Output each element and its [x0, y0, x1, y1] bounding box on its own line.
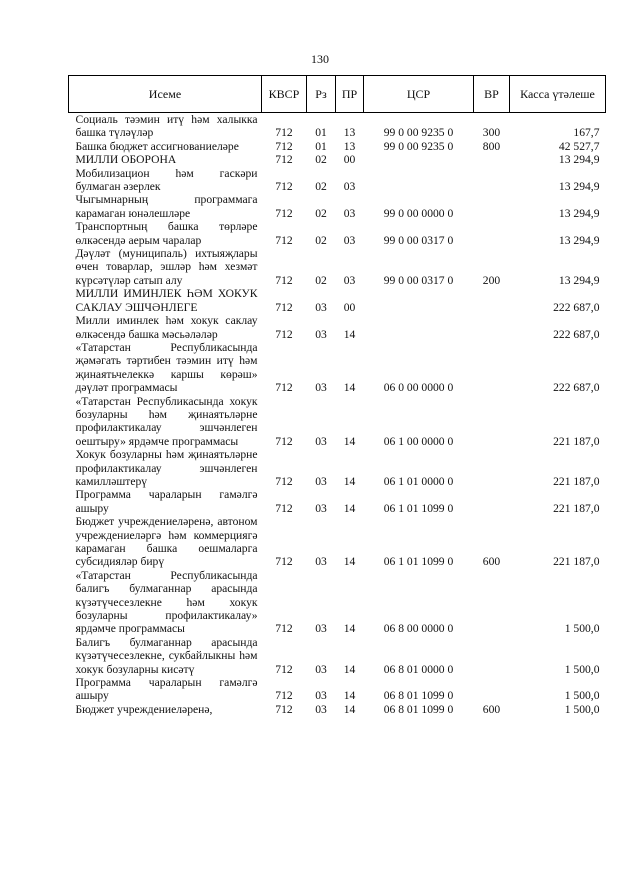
- row-amount: 1 500,0: [564, 689, 600, 703]
- row-kvsr: 712: [275, 662, 293, 676]
- row-pr: 03: [343, 273, 356, 287]
- row-amount: 167,7: [573, 126, 600, 140]
- row-pr: 14: [343, 702, 356, 716]
- row-csr: 06 1 01 0000 0: [383, 474, 454, 488]
- column-header-vr: ВР: [474, 76, 510, 113]
- row-amount: 42 527,7: [558, 139, 600, 153]
- row-kvsr: 712: [275, 474, 293, 488]
- row-kvsr: 712: [275, 206, 293, 220]
- row-amount: 1 500,0: [564, 702, 600, 716]
- row-rz: 02: [315, 273, 327, 287]
- row-rz: 02: [315, 233, 327, 247]
- row-pr: 14: [343, 501, 356, 515]
- row-name: МИЛЛИ ОБОРОНА: [75, 153, 177, 167]
- row-csr: 06 1 01 1099 0: [383, 501, 454, 515]
- row-vr: [474, 220, 510, 247]
- table-row: [69, 488, 606, 515]
- row-vr: [474, 676, 510, 703]
- row-name: Милли иминлек һәм хокук саклау өлкәсендә башка мәсьәләләр: [75, 314, 258, 341]
- row-csr: [364, 167, 474, 194]
- row-kvsr: 712: [275, 300, 293, 314]
- row-name: Бюджет учреждениеләренә, автоном учреждениеләргә һәм коммерциягә карамаган башка оешмаларга субсидияләр бирү: [75, 515, 258, 569]
- row-rz: 03: [315, 501, 327, 515]
- row-csr: 06 8 01 1099 0: [383, 689, 454, 703]
- row-amount: 221 187,0: [553, 474, 600, 488]
- row-kvsr: 712: [275, 622, 293, 636]
- row-name: Мобилизацион һәм гаскәри булмаган әзерлек: [75, 166, 258, 194]
- row-pr: 14: [343, 381, 356, 395]
- row-vr: [474, 636, 510, 676]
- row-pr: 13: [343, 139, 356, 153]
- row-kvsr: 712: [275, 233, 293, 247]
- column-header-kvsr: КВСР: [262, 76, 307, 113]
- row-name: Транспортның башка төрләре өлкәсендә аерым чаралар: [75, 220, 258, 247]
- row-name: Дәүләт (муниципаль) ихтыяҗлары өчен товарлар, эшләр һәм хезмәт күрсәтүләр сатып алу: [75, 247, 258, 287]
- row-kvsr: 712: [275, 180, 293, 194]
- row-name: Хокук бозуларны һәм җинаятьләрне профилактикалау эшчәнлеген камилләштерү: [75, 448, 258, 488]
- row-kvsr: 712: [275, 327, 293, 341]
- row-name: МИЛЛИ ИМИНЛЕК ҺӘМ ХОКУК САКЛАУ ЭШЧӘНЛЕГЕ: [75, 287, 258, 314]
- row-rz: 03: [315, 662, 327, 676]
- row-amount: 13 294,9: [558, 180, 600, 194]
- row-name: Балигъ булмаганнар арасында күзәтүчесезлекне, сукбайлыкны һәм хокук бозуларны кисәтү: [75, 635, 258, 676]
- row-name: Башка бюджет ассигнованиеләре: [75, 139, 239, 153]
- table-row: [69, 448, 606, 488]
- column-header-name: Исеме: [69, 76, 262, 113]
- row-pr: 13: [343, 126, 356, 140]
- row-amount: 13 294,9: [558, 273, 600, 287]
- row-csr: 99 0 00 0000 0: [383, 206, 454, 220]
- row-vr: [474, 448, 510, 488]
- table-row: [69, 636, 606, 676]
- row-vr: [474, 569, 510, 636]
- table-row: [69, 193, 606, 220]
- row-pr: 14: [343, 474, 356, 488]
- row-kvsr: 712: [275, 139, 293, 153]
- row-kvsr: 712: [275, 555, 293, 569]
- row-amount: 221 187,0: [553, 555, 600, 569]
- row-pr: 03: [343, 233, 356, 247]
- page-number: 130: [311, 52, 329, 66]
- row-name: «Татарстан Республикасында җәмәгать тәртибен тәэмин итү һәм җинаятьчелеккә каршы көрәш» дәүләт программасы: [75, 340, 258, 395]
- row-kvsr: 712: [275, 689, 293, 703]
- row-name: «Татарстан Республикасында балигъ булмаганнар арасында күзәтүчесезлекне һәм хокук бозуларны профилактикалау» ярдәмче программасы: [75, 568, 258, 636]
- row-name: Чыгымнарның программага карамаган юнәлешләре: [75, 193, 258, 220]
- column-header-csr: ЦСР: [364, 76, 474, 113]
- row-amount: 13 294,9: [558, 153, 600, 167]
- row-vr: [474, 341, 510, 395]
- table-row: [69, 341, 606, 395]
- row-pr: 14: [343, 622, 356, 636]
- table-row: [69, 703, 606, 716]
- row-vr: [474, 153, 510, 166]
- row-csr: 06 0 00 0000 0: [383, 381, 454, 395]
- table-row: [69, 569, 606, 636]
- row-csr: 06 1 01 1099 0: [383, 555, 454, 569]
- row-vr: 600: [482, 555, 501, 569]
- row-pr: 14: [343, 327, 356, 341]
- column-header-pr: ПР: [336, 76, 364, 113]
- table-row: [69, 247, 606, 287]
- row-csr: 06 8 00 0000 0: [383, 622, 454, 636]
- row-csr: 99 0 00 9235 0: [383, 139, 454, 153]
- row-amount: 13 294,9: [558, 233, 600, 247]
- table-row: [69, 515, 606, 569]
- row-pr: 14: [343, 434, 356, 448]
- row-csr: 99 0 00 0317 0: [383, 273, 454, 287]
- table-row: [69, 167, 606, 194]
- row-rz: 03: [315, 622, 327, 636]
- table-row: [69, 314, 606, 341]
- budget-table: [68, 75, 606, 716]
- row-vr: [474, 193, 510, 220]
- row-vr: 800: [482, 139, 501, 153]
- row-csr: [364, 153, 474, 166]
- row-csr: 99 0 00 9235 0: [383, 126, 454, 140]
- row-rz: 01: [315, 139, 327, 153]
- row-csr: [364, 287, 474, 314]
- column-header-rz: Рз: [307, 76, 336, 113]
- row-kvsr: 712: [275, 273, 293, 287]
- row-rz: 03: [315, 555, 327, 569]
- row-vr: [474, 167, 510, 194]
- table-row: [69, 676, 606, 703]
- row-vr: [474, 395, 510, 449]
- row-vr: 200: [482, 273, 501, 287]
- row-rz: 02: [315, 206, 327, 220]
- table-row: [69, 153, 606, 166]
- row-csr: 06 8 01 0000 0: [383, 662, 454, 676]
- row-rz: 03: [315, 300, 327, 314]
- table-row: [69, 113, 606, 140]
- row-rz: 03: [315, 474, 327, 488]
- row-vr: [474, 488, 510, 515]
- row-kvsr: 712: [275, 381, 293, 395]
- row-rz: 02: [315, 153, 327, 167]
- row-kvsr: 712: [275, 126, 293, 140]
- row-amount: 1 500,0: [564, 662, 600, 676]
- table-row: [69, 287, 606, 314]
- row-rz: 03: [315, 381, 327, 395]
- row-pr: 03: [343, 180, 356, 194]
- row-vr: 600: [482, 702, 501, 716]
- row-rz: 03: [315, 327, 327, 341]
- row-amount: 222 687,0: [553, 327, 600, 341]
- row-pr: 00: [343, 300, 356, 314]
- row-name: Программа чараларын гамәлгә ашыру: [75, 488, 258, 515]
- row-pr: 14: [343, 555, 356, 569]
- row-rz: 02: [315, 180, 327, 194]
- row-amount: 222 687,0: [553, 300, 600, 314]
- table-row: [69, 395, 606, 449]
- row-kvsr: 712: [275, 702, 293, 716]
- table-header-row: [69, 76, 606, 113]
- row-vr: [474, 287, 510, 314]
- row-amount: 13 294,9: [558, 206, 600, 220]
- row-pr: 14: [343, 662, 356, 676]
- row-kvsr: 712: [275, 501, 293, 515]
- row-pr: 14: [343, 689, 356, 703]
- row-vr: [474, 314, 510, 341]
- row-rz: 01: [315, 126, 327, 140]
- row-amount: 222 687,0: [553, 381, 600, 395]
- row-rz: 03: [315, 689, 327, 703]
- row-name: Программа чараларын гамәлгә ашыру: [75, 676, 258, 703]
- row-csr: 06 8 01 1099 0: [383, 702, 454, 716]
- row-amount: 221 187,0: [553, 501, 600, 515]
- row-vr: 300: [482, 126, 501, 140]
- row-amount: 221 187,0: [553, 434, 600, 448]
- row-rz: 03: [315, 434, 327, 448]
- row-csr: 99 0 00 0317 0: [383, 233, 454, 247]
- row-pr: 03: [343, 206, 356, 220]
- column-header-amount: Касса үтәлеше: [510, 76, 606, 113]
- row-kvsr: 712: [275, 153, 293, 167]
- row-name: Бюджет учреждениеләренә,: [75, 702, 213, 716]
- row-amount: 1 500,0: [564, 622, 600, 636]
- table-row: [69, 140, 606, 153]
- row-name: Социаль тәэмин итү һәм халыкка башка түләүләр: [75, 113, 258, 140]
- table-row: [69, 220, 606, 247]
- row-csr: 06 1 00 0000 0: [383, 434, 454, 448]
- row-rz: 03: [315, 702, 327, 716]
- row-name: «Татарстан Республикасында хокук бозуларны һәм җинаятьләрне профилактикалау эшчәнлеген оештыру» ярдәмче программасы: [75, 394, 258, 448]
- row-csr: [364, 314, 474, 341]
- row-pr: 00: [343, 153, 356, 167]
- row-kvsr: 712: [275, 434, 293, 448]
